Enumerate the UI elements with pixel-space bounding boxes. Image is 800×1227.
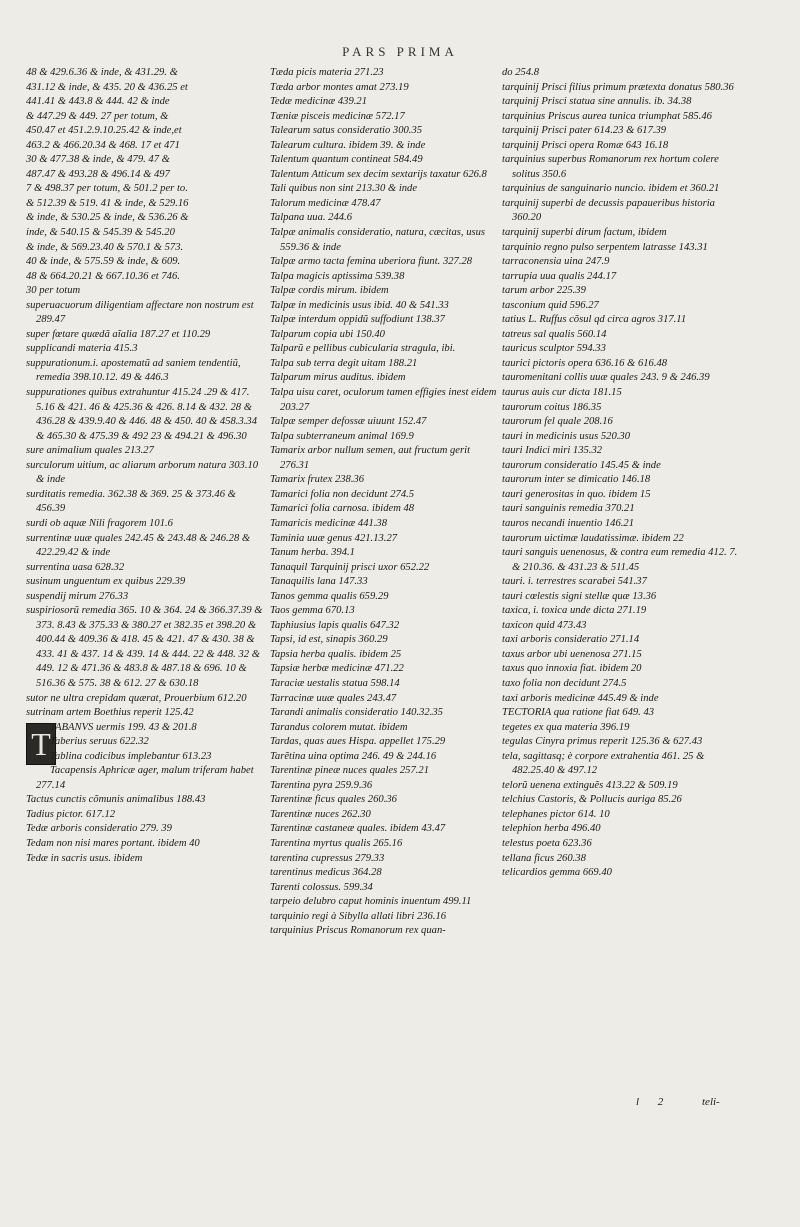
- index-entry: Tæniæ pisceis medicinæ 572.17: [270, 110, 405, 122]
- index-entry: Talpæ semper defossæ uiuunt 152.47: [270, 416, 427, 428]
- index-entry: Tapsi, id est, sinapis 360.29: [270, 634, 388, 646]
- index-entry: Talpa subterraneum animal 169.9: [270, 430, 414, 442]
- index-entry: Talpæ armo tacta femina uberiora fiunt. 327.28: [270, 256, 473, 268]
- index-entry: tarquinius superbus Romanorum rex hortum colere solitus 350.6: [502, 154, 719, 180]
- index-entry: Talparũ e pellibus cubicularia stragula, ibi.: [270, 343, 456, 355]
- index-entry: surditatis remedia. 362.38 & 369. 25 & 373.46 & 456.39: [26, 488, 236, 515]
- index-entry: Tardas, quas aues Hispa. appellet 175.29: [270, 736, 446, 748]
- index-entry: tarquinius de sanguinario nuncio. ibidem et 360.21: [502, 183, 720, 195]
- index-entry: tauri sanguinis remedia 370.21: [502, 503, 635, 515]
- index-entry: Taphiusius lapis qualis 647.32: [270, 619, 400, 631]
- running-head: [0, 44, 800, 60]
- index-entry: tarquinij Prisci opera Romæ 643 16.18: [502, 139, 669, 151]
- index-column-1: [26, 66, 264, 866]
- index-entry: surculorum uitium, ac aliarum arborum natura 303.10 & inde: [26, 459, 259, 486]
- index-entry: 441.41 & 443.8 & 444. 42 & inde: [26, 96, 170, 108]
- index-entry: & inde, & 530.25 & inde, & 536.26 &: [26, 212, 189, 224]
- index-entry: Tanum herba. 394.1: [270, 547, 355, 559]
- index-entry: taxo folia non decidunt 274.5: [502, 677, 627, 689]
- index-entry: tauros necandi inuentio 146.21: [502, 517, 635, 529]
- index-entry: sure animalium quales 213.27: [26, 445, 154, 457]
- index-entry: tarrupia uua qualis 244.17: [502, 270, 617, 282]
- index-entry: Talearum satus consideratio 300.35: [270, 125, 423, 137]
- index-entry: Tarentina myrtus qualis 265.16: [270, 837, 403, 849]
- index-entry: telestus poeta 623.36: [502, 837, 592, 849]
- index-column-2: [270, 66, 498, 939]
- index-entry: taxi arboris consideratio 271.14: [502, 634, 640, 646]
- index-entry: Taberius seruus 622.32: [50, 736, 149, 748]
- index-entry: taxus quo innoxia fiat. ibidem 20: [502, 663, 642, 675]
- index-entry: Tapsiæ herbæ medicinæ 471.22: [270, 663, 404, 675]
- index-entry: tarentinus medicus 364.28: [270, 867, 382, 879]
- decorated-initial-t: T: [26, 723, 56, 765]
- index-entry: & 447.29 & 449. 27 per totum, &: [26, 110, 169, 122]
- catchword: teli-: [702, 1096, 720, 1108]
- index-entry: Tablina codicibus implebantur 613.23: [50, 750, 212, 762]
- index-entry: Tarandi animalis consideratio 140.32.35: [270, 707, 443, 719]
- index-entry: surrentinæ uuæ quales 242.45 & 243.48 & 246.28 & 422.29.42 & inde: [26, 532, 251, 559]
- index-entry: tauri cœlestis signi stellæ quæ 13.36: [502, 590, 657, 602]
- index-entry: Talearum cultura. ibidem 39. & inde: [270, 139, 426, 151]
- index-entry: tarquinij Prisci statua sine annulis. ib. 34.38: [502, 96, 692, 108]
- index-entry: Tarentinæ nuces 262.30: [270, 808, 371, 820]
- index-entry: surrentina uasa 628.32: [26, 561, 125, 573]
- index-entry: tarquinio regi à Sibylla allati libri 236.16: [270, 910, 447, 922]
- index-entry: Tali quibus non sint 213.30 & inde: [270, 183, 418, 195]
- index-entry: sutrinam artem Boethius reperit 125.42: [26, 707, 194, 719]
- index-entry: tarquinio regno pulso serpentem latrasse 143.31: [502, 241, 708, 253]
- page-title: PARS PRIMA: [342, 44, 458, 59]
- index-entry: Talentum Atticum sex decim sextarijs taxatur 626.8: [270, 168, 487, 180]
- index-entry: Talorum medicinæ 478.47: [270, 197, 381, 209]
- index-entry: sutor ne ultra crepidam quærat, Prouerbium 612.20: [26, 692, 247, 704]
- index-entry: tarquinij Prisci filius primum prætexta donatus 580.36: [502, 81, 734, 93]
- index-entry: Tarenti colossus. 599.34: [270, 881, 373, 893]
- index-entry: tauromenitani collis uuæ quales 243. 9 & 246.39: [502, 372, 710, 384]
- index-entry: tarraconensia uina 247.9: [502, 256, 610, 268]
- index-entry: Talpa magicis aptissima 539.38: [270, 270, 405, 282]
- index-entry: Tamarici folia non decidunt 274.5: [270, 488, 415, 500]
- index-entry: Tanaquil Tarquinij prisci uxor 652.22: [270, 561, 430, 573]
- index-entry: Talparum mirus auditus. ibidem: [270, 372, 406, 384]
- signature-mark: l 2: [636, 1096, 672, 1108]
- index-entry: Tamaricis medicinæ 441.38: [270, 517, 388, 529]
- index-entry: susinum unguentum ex quibus 229.39: [26, 576, 186, 588]
- index-entry: tauri. i. terrestres scarabei 541.37: [502, 576, 647, 588]
- index-entry: 487.47 & 493.28 & 496.14 & 497: [26, 168, 170, 180]
- index-entry: Talentum quantum contineat 584.49: [270, 154, 423, 166]
- index-entry: Tanos gemma qualis 659.29: [270, 590, 389, 602]
- index-entry: tauri Indici miri 135.32: [502, 445, 603, 457]
- index-entry: suppurationum.i. apostematũ ad saniem tendentiũ, remedia 398.10.12. 49 & 446.3: [26, 357, 241, 384]
- index-entry: 450.47 et 451.2.9.10.25.42 & inde,et: [26, 125, 182, 137]
- index-entry: taurorum coitus 186.35: [502, 401, 602, 413]
- index-entry: 48 & 664.20.21 & 667.10.36 et 746.: [26, 270, 180, 282]
- index-entry: Talpæ cordis mirum. ibidem: [270, 285, 389, 297]
- index-entry: Tedæ arboris consideratio 279. 39: [26, 823, 172, 835]
- index-entry: tela, sagittasq; è corpore extrahentia 461. 25 & 482.25.40 & 497.12: [502, 750, 705, 777]
- index-entry: Tarentinæ castaneæ quales. ibidem 43.47: [270, 823, 446, 835]
- index-entry: tegetes ex qua materia 396.19: [502, 721, 630, 733]
- index-entry: 48 & 429.6.36 & inde, & 431.29. &: [26, 67, 178, 78]
- index-entry: & inde, & 569.23.40 & 570.1 & 573.: [26, 241, 184, 253]
- index-entry: Talpæ in medicinis usus ibid. 40 & 541.33: [270, 299, 449, 311]
- index-entry: Tadius pictor. 617.12: [26, 808, 116, 820]
- index-entry: superuacuorum diligentiam affectare non nostrum est 289.47: [26, 299, 254, 326]
- index-entry: tarquinij superbi de decussis papaueribus historia 360.20: [502, 197, 715, 224]
- index-entry: 463.2 & 466.20.34 & 468. 17 et 471: [26, 139, 180, 151]
- index-entry: telephanes pictor 614. 10: [502, 808, 610, 820]
- index-entry: tauri sanguis uenenosus, & contra eum remedia 412. 7. & 210.36. & 431.23 & 511.45: [502, 547, 738, 573]
- index-entry: Tapsia herba qualis. ibidem 25: [270, 648, 402, 660]
- index-entry: 30 & 477.38 & inde, & 479. 47 &: [26, 154, 170, 166]
- index-entry: suppurationes quibus extrahuntur 415.24 .29 & 417. 5.16 & 421. 46 & 425.36 & 426. 8.14 & 432. 28 & 436.28 & 439.9.40 & 446. 48 & 450. 40 & 458.3.34 & 465.30 & 475.39 & 492 23 & 494.21 & 496.30: [26, 387, 257, 442]
- index-entry: Taminia uuæ genus 421.13.27: [270, 532, 398, 544]
- index-entry: Taraciæ uestalis statua 598.14: [270, 677, 400, 689]
- index-entry: TABANVS uermis 199. 43 & 201.8: [50, 721, 197, 733]
- index-entry: Tarentina pyra 259.9.36: [270, 779, 373, 791]
- index-entry: Tæda picis materia 271.23: [270, 67, 384, 78]
- index-entry: tasconium quid 596.27: [502, 299, 599, 311]
- index-entry: TECTORIA qua ratione fiat 649. 43: [502, 707, 655, 719]
- index-entry: taxi arboris medicinæ 445.49 & inde: [502, 692, 659, 704]
- index-entry: tatius L. Ruffus cõsul qd circa agros 317.11: [502, 314, 687, 326]
- index-entry: tarquinij Prisci pater 614.23 & 617.39: [502, 125, 667, 137]
- index-entry: Talpa sub terra degit uitam 188.21: [270, 357, 418, 369]
- index-entry: Tedam non nisi mares portant. ibidem 40: [26, 837, 200, 849]
- index-entry: Tarentinæ ficus quales 260.36: [270, 794, 397, 806]
- index-entry: & 512.39 & 519. 41 & inde, & 529.16: [26, 197, 189, 209]
- index-entry: 30 per totum: [26, 285, 81, 297]
- index-entry: tarentina cupressus 279.33: [270, 852, 385, 864]
- index-entry: suspendij mirum 276.33: [26, 590, 129, 602]
- index-entry: Tanaquilis lana 147.33: [270, 576, 368, 588]
- index-entry: tauri in medicinis usus 520.30: [502, 430, 631, 442]
- index-entry: 7 & 498.37 per totum, & 501.2 per to.: [26, 183, 188, 195]
- index-entry: Talpæ animalis consideratio, natura, cæcitas, usus 559.36 & inde: [270, 227, 486, 253]
- index-entry: tatreus sal qualis 560.14: [502, 328, 607, 340]
- index-entry: 40 & inde, & 575.59 & inde, & 609.: [26, 256, 181, 268]
- index-entry: tarquinius Priscus aurea tunica triumphat 585.46: [502, 110, 712, 122]
- index-entry: Tactus cunctis cõmunis animalibus 188.43: [26, 794, 206, 806]
- index-entry: do 254.8: [502, 67, 540, 78]
- index-entry: taurici pictoris opera 636.16 & 616.48: [502, 357, 668, 369]
- index-entry: tellana ficus 260.38: [502, 852, 586, 864]
- index-entry: tauri generositas in quo. ibidem 15: [502, 488, 651, 500]
- index-entry: tarquinij superbi dirum factum, ibidem: [502, 227, 667, 239]
- index-entry: Tamarix frutex 238.36: [270, 474, 365, 486]
- index-entry: telorũ uenena extinguẽs 413.22 & 509.19: [502, 779, 678, 791]
- index-entry: Talpæ interdum oppidũ suffodiunt 138.37: [270, 314, 445, 326]
- index-entry: taurorum uictimæ laudatissimæ. ibidem 22: [502, 532, 684, 544]
- index-entry: inde, & 540.15 & 545.39 & 545.20: [26, 227, 175, 239]
- index-entry: taurorum inter se dimicatio 146.18: [502, 474, 651, 486]
- index-entry: tegulas Cinyra primus reperit 125.36 & 627.43: [502, 736, 703, 748]
- index-entry: Tarracinæ uuæ quales 243.47: [270, 692, 397, 704]
- index-entry: telephion herba 496.40: [502, 823, 601, 835]
- index-entry: taurus auis cur dicta 181.15: [502, 387, 622, 399]
- index-entry: suspiriosorũ remedia 365. 10 & 364. 24 & 366.37.39 & 373. 8.43 & 375.33 & 380.27 et 382.35 et 398.20 & 400.44 & 409.36 & 418. 45 & 421. 47 & 430. 38 & 433. 41 & 437. 14 & 439. 14 & 444. 22 & 448. 32 & 449. 12 & 471.36 & 483.8 & 487.18 & 696. 10 & 516.36 & 575. 38 & 612. 27 & 630.18: [26, 605, 263, 689]
- index-entry: super fœtare quædã aĩalia 187.27 et 110.29: [26, 328, 211, 340]
- index-entry: Tedæ medicinæ 439.21: [270, 96, 368, 108]
- index-entry: taxica, i. toxica unde dicta 271.19: [502, 605, 647, 617]
- index-entry: Tamarix arbor nullum semen, aut fructum gerit 276.31: [270, 445, 471, 471]
- index-entry: Tarentinæ pineæ nuces quales 257.21: [270, 765, 430, 777]
- index-entry: telicardios gemma 669.40: [502, 867, 612, 879]
- index-entry: 431.12 & inde, & 435. 20 & 436.25 et: [26, 81, 188, 93]
- index-entry: Tarẽtina uina optima 246. 49 & 244.16: [270, 750, 437, 762]
- index-entry: taxus arbor ubi uenenosa 271.15: [502, 648, 642, 660]
- index-entry: taurorum fel quale 208.16: [502, 416, 613, 428]
- index-entry: Tedæ in sacris usus. ibidem: [26, 852, 143, 864]
- index-entry: Tacapensis Aphricæ ager, malum triferam habet 277.14: [36, 765, 254, 791]
- index-entry: Talparum copia ubi 150.40: [270, 328, 385, 340]
- index-entry: Talpana uua. 244.6: [270, 212, 353, 224]
- index-entry: taxicon quid 473.43: [502, 619, 587, 631]
- index-entry: tarquinius Priscus Romanorum rex quan-: [270, 925, 446, 937]
- index-entry: Tamarici folia carnosa. ibidem 48: [270, 503, 415, 515]
- index-entry: Talpa uisu caret, oculorum tamen effigies inest eidem 203.27: [270, 387, 497, 413]
- index-column-3: [502, 66, 738, 881]
- index-entry: tarum arbor 225.39: [502, 285, 586, 297]
- index-entry: tauricus sculptor 594.33: [502, 343, 606, 355]
- index-entry: supplicandi materia 415.3: [26, 343, 138, 355]
- index-entry: Tæda arbor montes amat 273.19: [270, 81, 409, 93]
- index-entry: tarpeio delubro caput hominis inuentum 499.11: [270, 896, 472, 908]
- index-entry: telchius Castoris, & Pollucis auriga 85.26: [502, 794, 682, 806]
- index-entry: Taos gemma 670.13: [270, 605, 355, 617]
- index-entry: taurorum consideratio 145.45 & inde: [502, 459, 661, 471]
- index-entry: surdi ob aquæ Nili fragorem 101.6: [26, 517, 173, 529]
- index-entry: Tarandus colorem mutat. ibidem: [270, 721, 408, 733]
